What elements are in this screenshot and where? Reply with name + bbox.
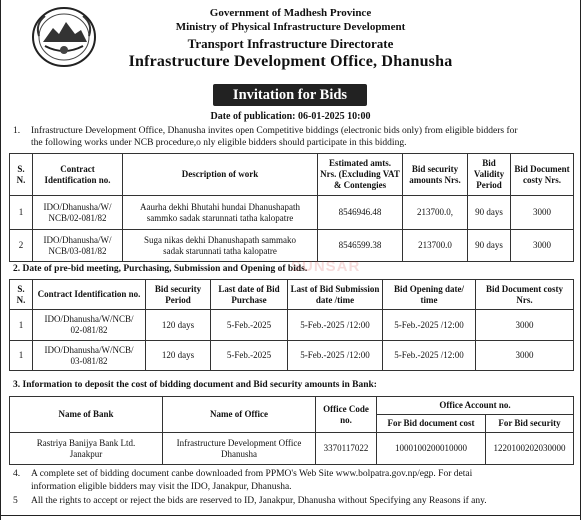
t1-header-description: Description of work <box>123 154 318 196</box>
t2-last-purchase: 5-Feb.-2025 <box>211 341 288 371</box>
t3-header-office: Name of Office <box>163 397 316 433</box>
t3-bank-part1: Rastriya Banijya Bank Ltd. <box>36 437 136 448</box>
t1-header-validity: Bid Validity Period <box>468 154 511 196</box>
para5-number: 5 <box>13 496 18 506</box>
para1-number: 1. <box>13 126 21 136</box>
works-table <box>9 153 574 262</box>
t2-security-period: 120 days <box>146 310 211 341</box>
t1-header-estimated: Estimated amts. Nrs. (Excluding VAT & Contengies <box>318 154 403 196</box>
t1-contract-id <box>33 196 123 230</box>
t2-contract-id <box>33 341 146 371</box>
t1-id-part2: NCB/03-081/82 <box>48 245 107 256</box>
t1-description <box>123 230 318 262</box>
t1-sn: 1 <box>10 196 33 230</box>
t3-bank <box>10 433 163 465</box>
para5-line1: All the rights to accept or reject the bids are reserved to ID, Janakpur, Dhanusha without Specifying any Reasons if any. <box>31 496 487 506</box>
office-title: Infrastructure Development Office, Dhanusha <box>128 53 453 70</box>
publication-date: Date of publication: 06-01-2025 10:00 <box>210 111 371 122</box>
t2-id-part2: 02-081/82 <box>70 325 108 335</box>
t3-header-security: For Bid security <box>486 415 574 433</box>
table-row <box>10 433 574 465</box>
t1-sn: 2 <box>10 230 33 262</box>
t2-security-period: 120 days <box>146 341 211 371</box>
t1-doc-cost: 3000 <box>511 230 574 262</box>
t2-contract-id <box>33 310 146 341</box>
t2-opening: 5-Feb.-2025 /12:00 <box>383 310 476 341</box>
para4-line1: A complete set of bidding document canbe downloaded from PPMO's Web Site www.bolpatra.gov.np/egp. For detai <box>31 469 473 479</box>
t2-header-security-period: Bid security Period <box>146 280 211 310</box>
t2-sn: 1 <box>10 341 33 371</box>
t1-desc-part2: sammko sadak starunnati tatha kalopatre <box>146 212 294 223</box>
ministry-title: Ministry of Physical Infrastructure Development <box>175 21 406 33</box>
dates-table <box>9 279 574 371</box>
t3-header-code: Office Code no. <box>316 397 377 433</box>
t1-header-contract-id: Contract Identification no. <box>33 154 123 196</box>
t2-last-submission: 5-Feb.-2025 /12:00 <box>288 341 383 371</box>
t2-id-part1: IDO/Dhanusha/W/NCB/ <box>44 344 134 355</box>
t3-header-doc-cost: For Bid document cost <box>377 415 486 433</box>
t2-doc-cost: 3000 <box>476 310 574 341</box>
bank-table <box>9 396 574 465</box>
para4-number: 4. <box>13 469 21 479</box>
t2-opening: 5-Feb.-2025 /12:00 <box>383 341 476 371</box>
t1-header-bid-security: Bid security amounts Nrs. <box>403 154 468 196</box>
invitation-banner: Invitation for Bids <box>213 84 367 106</box>
directorate-title: Transport Infrastructure Directorate <box>187 36 394 51</box>
t3-office-part1: Infrastructure Development Office <box>176 437 302 448</box>
section2-heading: 2. Date of pre-bid meeting, Purchasing, Submission and Opening of bids. <box>13 264 308 274</box>
t3-bank-part2: Janakpur <box>69 448 103 459</box>
t1-header-sn: S. N. <box>10 154 33 196</box>
t2-header-contract-id: Contract Identification no. <box>33 280 146 310</box>
watermark-logo: SUNSAR <box>291 258 361 275</box>
t1-id-part2: NCB/02-081/82 <box>48 212 107 223</box>
t3-security-account: 1220100202030000 <box>486 433 574 465</box>
t3-office <box>163 433 316 465</box>
para4-line2: information eligible bidders may visit the IDO, Janakpur, Dhanusha. <box>31 482 292 492</box>
bottom-border <box>1 515 581 516</box>
t2-last-purchase: 5-Feb.-2025 <box>211 310 288 341</box>
para1-line2: the following works under NCB procedure,o nly eligible bidders should participate in this bidding. <box>31 138 407 148</box>
section3-heading: 3. Information to deposit the cost of bidding document and Bid security amounts in Bank: <box>13 380 377 390</box>
t3-office-part2: Dhanusha <box>221 448 257 459</box>
para1-line1: Infrastructure Development Office, Dhanusha invites open Competitive biddings (electronic bids only) from eligible bidders for <box>31 126 518 136</box>
t2-header-doc-cost: Bid Document costy Nrs. <box>476 280 574 310</box>
t2-header-sn: S. N. <box>10 280 33 310</box>
t1-doc-cost: 3000 <box>511 196 574 230</box>
t1-bid-security: 213700.0, <box>403 196 468 230</box>
table-row <box>10 310 574 341</box>
t2-id-part2: 03-081/82 <box>70 355 108 366</box>
t3-code: 3370117022 <box>316 433 377 465</box>
govt-title: Government of Madhesh Province <box>209 7 372 19</box>
t2-sn: 1 <box>10 310 33 341</box>
t2-header-opening: Bid Opening date/ time <box>383 280 476 310</box>
t1-id-part1: IDO/Dhanusha/W/ <box>43 234 112 245</box>
t1-bid-security: 213700.0 <box>403 230 468 262</box>
t2-header-last-submission: Last of Bid Submission date /time <box>288 280 383 310</box>
t1-description <box>123 196 318 230</box>
t1-estimated: 8546599.38 <box>318 230 403 262</box>
t2-id-part1: IDO/Dhanusha/W/NCB/ <box>44 314 134 324</box>
t1-desc-part2: sadak starunnati tatha kalopatre <box>163 245 277 256</box>
t3-header-bank: Name of Bank <box>10 397 163 433</box>
t1-desc-part1: Aaurha dekhi Bhutahi hundai Dhanushapath <box>140 201 300 212</box>
t1-contract-id <box>33 230 123 262</box>
t1-id-part1: IDO/Dhanusha/W/ <box>43 201 112 212</box>
t3-doc-account: 1000100200010000 <box>377 433 486 465</box>
t1-estimated: 8546946.48 <box>318 196 403 230</box>
t1-validity: 90 days <box>468 196 511 230</box>
table-row <box>10 341 574 371</box>
t2-header-last-purchase: Last date of Bid Purchase <box>211 280 288 310</box>
t2-doc-cost: 3000 <box>476 341 574 371</box>
t3-header-account: Office Account no. <box>377 397 574 415</box>
t1-validity: 90 days <box>468 230 511 262</box>
t1-header-doc-cost: Bid Document costy Nrs. <box>511 154 574 196</box>
table-row <box>10 196 574 230</box>
table-row <box>10 230 574 262</box>
t2-last-submission: 5-Feb.-2025 /12:00 <box>288 310 383 341</box>
t1-desc-part1: Suga nikas dekhi Dhanushapath sammako <box>144 234 296 245</box>
